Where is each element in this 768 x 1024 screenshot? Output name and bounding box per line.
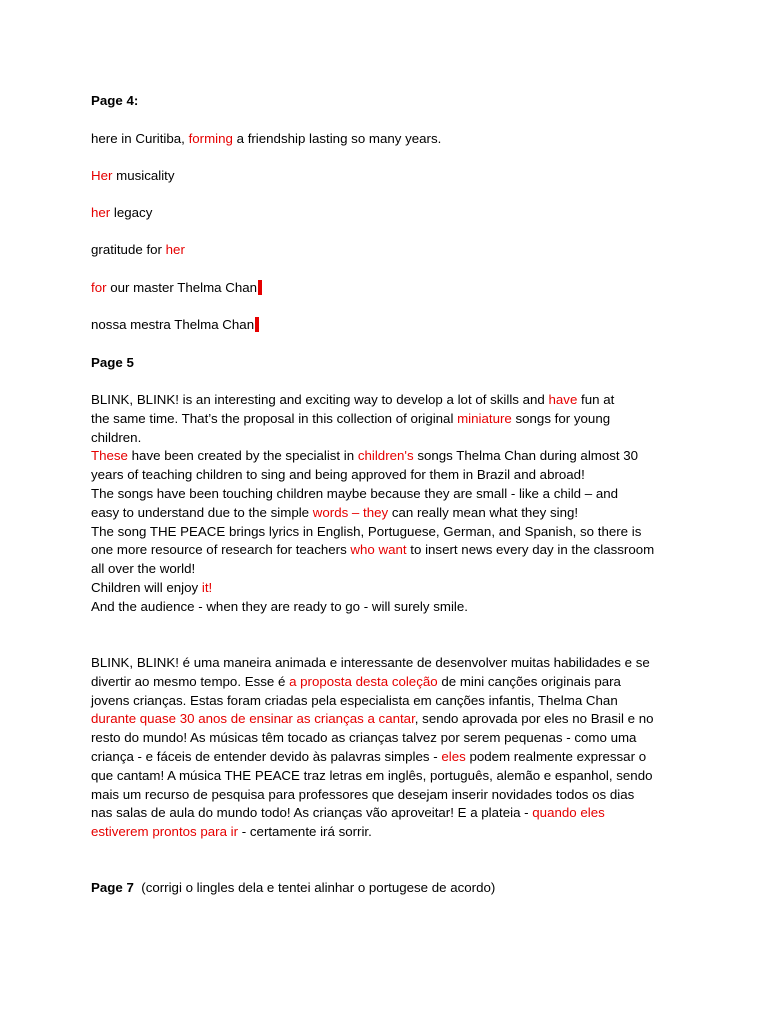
run-highlight: it! [201, 579, 213, 595]
paragraph-line [91, 466, 691, 485]
page-4-line-6 [91, 317, 259, 332]
run-text: children. [91, 429, 142, 445]
page-4-line-2 [91, 168, 175, 183]
run-text: , sendo aprovada por eles no Brasil e no [414, 711, 654, 727]
page-4-line-5-text [91, 280, 257, 295]
run-text: gratitude for [91, 242, 166, 257]
page-7-note: (corrigi o lingles dela e tentei alinhar o portugese de acordo) [141, 880, 496, 895]
run-text: mais um recurso de pesquisa para professores que desejam inserir novidades todos os dias [91, 786, 635, 802]
paragraph-line [91, 410, 691, 429]
paragraph-line [91, 598, 691, 617]
paragraph-line [91, 579, 691, 598]
run-highlight: durante quase 30 anos de ensinar as crianças a cantar [91, 711, 415, 727]
run-text: songs Thelma Chan during almost 30 [413, 448, 639, 464]
run-text: - certamente irá sorrir. [238, 824, 372, 840]
run-text: fun at [577, 392, 615, 407]
paragraph-line [91, 560, 691, 579]
run-highlight: forming [188, 131, 233, 146]
paragraph-line [91, 523, 691, 542]
page-4-line-3 [91, 205, 152, 220]
run-highlight: a proposta desta coleção [289, 673, 438, 689]
run-text: The song THE PEACE brings lyrics in English, Portuguese, German, and Spanish, so there is [91, 523, 642, 539]
run-text: legacy [110, 205, 153, 220]
run-text: que cantam! A música THE PEACE traz letras em inglês, português, alemão e espanhol, sendo [91, 767, 653, 783]
run-text: de mini canções originais para [437, 673, 621, 689]
run-text: have been created by the specialist in [127, 448, 358, 464]
text-cursor-marker [258, 280, 262, 295]
paragraph-line [91, 823, 691, 842]
page-4-heading: Page 4: [91, 93, 139, 108]
paragraph-line [91, 673, 691, 692]
run-text: a friendship lasting so many years. [232, 131, 442, 146]
run-text: BLINK, BLINK! is an interesting and exciting way to develop a lot of skills and [91, 392, 549, 407]
page-7-heading-label: Page 7 [91, 880, 134, 895]
page-4-line-6-text [91, 317, 254, 332]
run-text: to insert news every day in the classroom [406, 542, 655, 558]
run-highlight: miniature [457, 410, 512, 426]
run-highlight: Her [91, 168, 113, 183]
run-text: jovens crianças. Estas foram criadas pela especialista em canções infantis, Thelma Chan [91, 692, 618, 708]
run-text: podem realmente expressar o [465, 748, 647, 764]
run-text: musicality [112, 168, 175, 183]
paragraph-line [91, 391, 691, 410]
run-text: BLINK, BLINK! é uma maneira animada e interessante de desenvolver muitas habilidades e se [91, 655, 650, 670]
run-text: here in Curitiba, [91, 131, 189, 146]
text-cursor-marker [255, 317, 259, 332]
run-text: The songs have been touching children maybe because they are small - like a child – and [91, 485, 619, 501]
page-4-line-4 [91, 242, 185, 257]
run-highlight: children's [357, 448, 414, 464]
run-text: nossa mestra Thelma Chan [91, 317, 255, 332]
page-7-heading [91, 880, 495, 895]
run-text: divertir ao mesmo tempo. Esse é [91, 673, 290, 689]
run-text: the same time. That’s the proposal in this collection of original [91, 410, 458, 426]
paragraph-line [91, 485, 691, 504]
run-text: criança - e fáceis de entender devido às palavras simples - [91, 748, 442, 764]
page-5-english-paragraph [91, 391, 691, 617]
paragraph-line [91, 804, 691, 823]
run-text: years of teaching children to sing and being approved for them in Brazil and abroad! [91, 467, 585, 483]
run-highlight: eles [441, 748, 466, 764]
paragraph-line [91, 786, 691, 805]
page-5-portuguese-paragraph [91, 654, 691, 842]
run-highlight: who want [350, 542, 407, 558]
run-text: Children will enjoy [91, 579, 202, 595]
run-highlight: estiverem prontos para ir [91, 824, 239, 840]
run-text: songs for young [511, 410, 611, 426]
run-text: one more resource of research for teachers [91, 542, 351, 558]
run-text: all over the world! [91, 561, 196, 577]
paragraph-line [91, 447, 691, 466]
run-text: our master Thelma Chan [106, 280, 258, 295]
paragraph-line [91, 654, 691, 673]
run-text: And the audience - when they are ready to go - will surely smile. [91, 598, 468, 614]
page-4-line-5 [91, 280, 262, 295]
page-4-line-1 [91, 131, 441, 146]
run-highlight: words – they [312, 504, 389, 520]
paragraph-line [91, 710, 691, 729]
paragraph-line [91, 504, 691, 523]
run-highlight: quando eles [532, 805, 605, 821]
paragraph-line [91, 729, 691, 748]
run-highlight: These [91, 448, 128, 464]
page-5-heading: Page 5 [91, 355, 134, 370]
paragraph-line [91, 541, 691, 560]
run-text: resto do mundo! As músicas têm tocado as crianças talvez por serem pequenas - como uma [91, 730, 637, 746]
run-highlight: her [91, 205, 111, 220]
run-highlight: for [91, 280, 107, 295]
run-text: can really mean what they sing! [388, 504, 579, 520]
paragraph-line [91, 692, 691, 711]
paragraph-line [91, 429, 691, 448]
run-highlight: have [548, 392, 578, 407]
run-highlight: her [165, 242, 185, 257]
run-text: easy to understand due to the simple [91, 504, 313, 520]
paragraph-line [91, 748, 691, 767]
paragraph-line [91, 767, 691, 786]
run-text: nas salas de aula do mundo todo! As crianças vão aproveitar! E a plateia - [91, 805, 533, 821]
